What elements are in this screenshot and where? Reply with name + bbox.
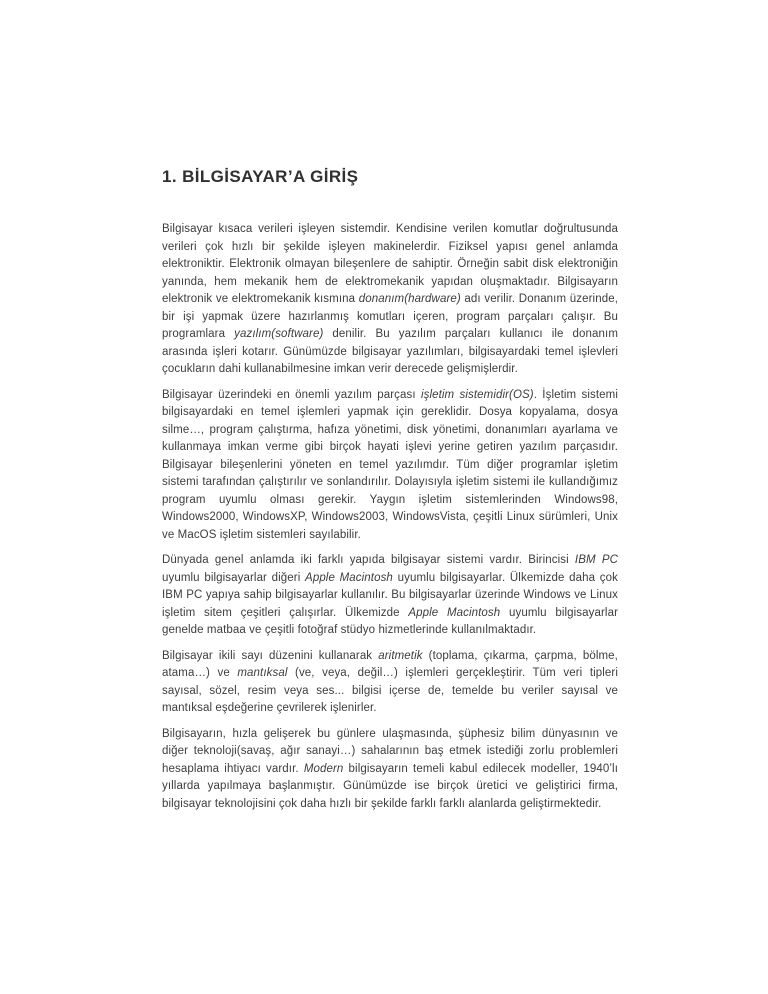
text-run: denilir. Bu yazılım parçaları kullanıcı ile donanım arasında işleri kotarır. Günümüzde bilgisayar yazılımları, bilgisayardaki temel işlevleri çocukların dahi kullanabilmesine imkan verir derecede gelişmişlerdir. xyxy=(162,328,618,375)
paragraph-history xyxy=(162,726,618,814)
italic-text-run: donanım(hardware) xyxy=(358,293,461,305)
page-content xyxy=(162,166,618,821)
text-run: (toplama, çıkarma, çarpma, bölme, atama…) ve xyxy=(162,649,618,679)
text-run: (ve, veya, değil…) işlemleri gerçekleştirir. Tüm veri tipleri sayısal, sözel, resim veya ses... bilgisi içerse de, temelde bu veriler sayısal ve mantıksal eşdeğerine çevrilerek işlenirler. xyxy=(162,667,618,714)
italic-text-run: IBM PC xyxy=(574,554,618,566)
italic-text-run: işletim sistemidir(OS) xyxy=(420,388,534,401)
italic-text-run: aritmetik xyxy=(378,649,423,662)
text-run: uyumlu bilgisayarlar diğeri xyxy=(162,571,306,584)
paragraph-group xyxy=(162,221,618,813)
text-run: Dünyada genel anlamda iki farklı yapıda bilgisayar sistemi vardır. Birincisi xyxy=(162,554,575,566)
text-run: Bilgisayar üzerindeki en önemli yazılım parçası xyxy=(162,388,421,401)
italic-text-run: Apple Macintosh xyxy=(408,606,501,619)
text-run: uyumlu bilgisayarlar. Ülkemizde daha çok IBM PC yapıya sahip bilgisayarlar kullanılır. Bu bilgisayarlar üzerinde Windows ve Linux işletim sitem çeşitleri çalışırlar. Ülkemizde xyxy=(162,571,618,619)
italic-text-run: yazılım(software) xyxy=(234,328,324,340)
text-run: Bilgisayarın, hızla gelişerek bu günlere ulaşmasında, şüphesiz bilim dünyasının ve diğer teknoloji(savaş, ağır sanayi…) sahalarının baş etmek istediği zorlu problemleri hesaplama ihtiyacı vardır. xyxy=(162,727,618,775)
italic-text-run: Modern xyxy=(303,762,344,775)
paragraph-computer-types xyxy=(162,552,618,640)
italic-text-run: Apple Macintosh xyxy=(305,571,393,584)
page-title: 1. BİLGİSAYAR’A GİRİŞ xyxy=(162,167,359,186)
paragraph-operating-system xyxy=(162,387,618,545)
text-run: bilgisayarın temeli kabul edilecek modeller, 1940’lı yıllarda yapılmaya başlanmıştır. Günümüzde ise birçok üretici ve geliştirici firma, bilgisayar teknolojisini çok daha hızlı bir şekilde farklı farklı alanlarda geliştirmektedir. xyxy=(162,762,618,810)
text-run: . İşletim sistemi bilgisayardaki en temel işlemleri yapmak için gereklidir. Dosya kopyalama, dosya silme…, program çalıştırma, hafıza yönetimi, disk yönetimi, donanımları ayarlama ve kullanmaya imkan verme gibi birçok hayati işlevi yerine getiren yazılım parçasıdır. Bilgisayar bileşenlerini yöneten en temel yazılımdır. Tüm diğer programlar işletim sistemi tarafından çalıştırılır ve sonlandırılır. Dolayısıyla işletim sistemi ile kullandığımız program uyumlu olması gerekir. Yaygın işletim sistemlerinden Windows98, Windows2000, WindowsXP, Windows2003, WindowsVista, çeşitli Linux sürümleri, Unix ve MacOS işletim sistemleri sayılabilir. xyxy=(162,388,618,541)
text-run: Bilgisayar ikili sayı düzenini kullanarak xyxy=(162,649,379,662)
paragraph-binary-operations xyxy=(162,648,618,718)
text-run: adı verilir. Donanım üzerinde, bir işi yapmak üzere hazırlanmış komutları içeren, program parçaları çalışır. Bu programlara xyxy=(162,293,618,340)
text-run: Bilgisayar kısaca verileri işleyen sistemdir. Kendisine verilen komutlar doğrultusunda verileri çok hızlı bir şekilde işleyen makinelerdir. Fiziksel yapısı genel anlamda elektroniktir. Elektronik olmayan bileşenlere de sahiptir. Örneğin sabit disk elektroniğin yanında, hem mekanik hem de elektromekanik yapıdan oluşmaktadır. Bilgisayarın elektronik ve elektromekanik kısmına xyxy=(162,223,618,305)
italic-text-run: mantıksal xyxy=(237,667,288,679)
text-run: uyumlu bilgisayarlar genelde matbaa ve çeşitli fotoğraf stüdyo hizmetlerinde kullanılmaktadır. xyxy=(162,606,619,636)
paragraph-computer-definition xyxy=(162,221,618,379)
